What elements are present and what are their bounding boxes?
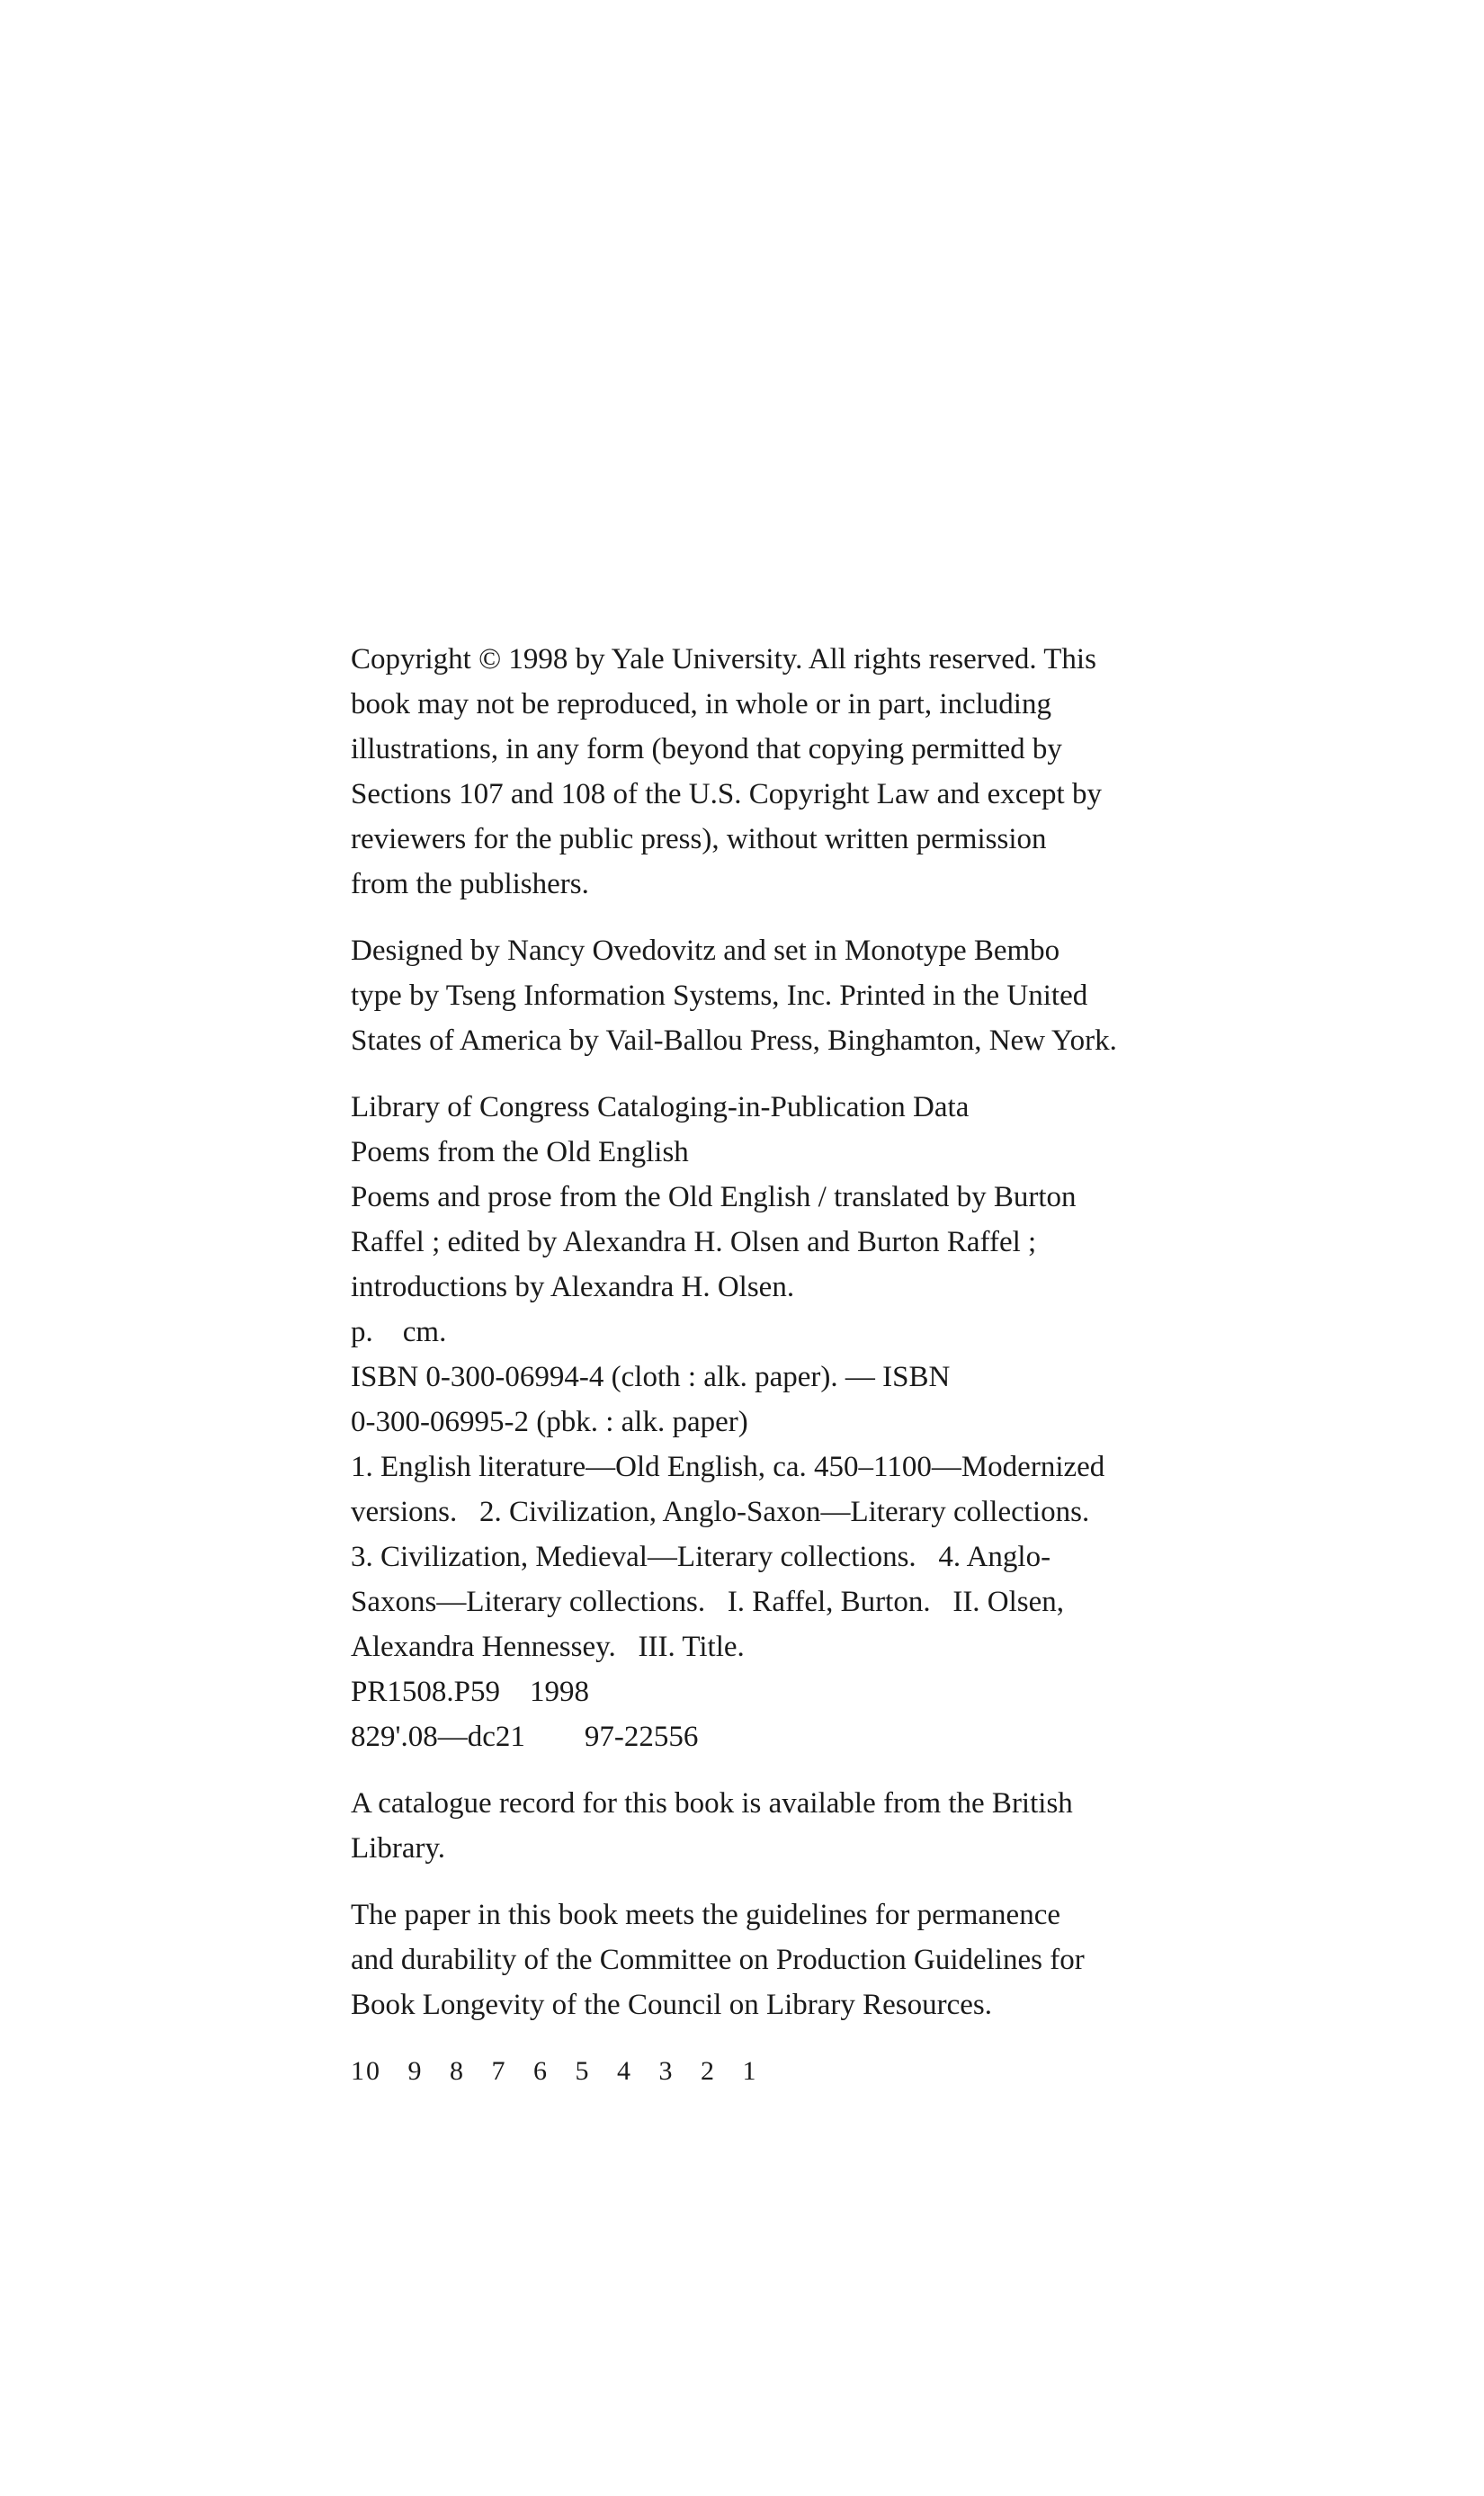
cip-lc-class: PR1508.P59 1998	[351, 1676, 589, 1708]
cip-subject-line: 3. Civilization, Medieval—Literary collections. 4. Anglo-	[351, 1541, 1051, 1573]
text-line: type by Tseng Information Systems, Inc. Printed in the United	[351, 980, 1088, 1012]
cip-subject-line: Saxons—Literary collections. I. Raffel, Burton. II. Olsen,	[351, 1586, 1065, 1618]
text-line: from the publishers.	[351, 868, 589, 900]
text-line: Library.	[351, 1832, 446, 1865]
cip-title-line: Raffel ; edited by Alexandra H. Olsen and Burton Raffel ;	[351, 1226, 1037, 1258]
printing-line: 10 9 8 7 6 5 4 3 2 1	[351, 2056, 758, 2086]
cip-data	[351, 1085, 1205, 1759]
text-line: illustrations, in any form (beyond that copying permitted by	[351, 733, 1062, 765]
design-credits	[351, 928, 1205, 1063]
cip-physical: p. cm.	[351, 1316, 447, 1348]
text-line: Copyright © 1998 by Yale University. All rights reserved. This	[351, 643, 1096, 675]
text-line: Sections 107 and 108 of the U.S. Copyright Law and except by	[351, 778, 1102, 810]
text-line: book may not be reproduced, in whole or in part, including	[351, 688, 1051, 720]
copyright-notice	[351, 637, 1205, 907]
cip-isbn-line: ISBN 0-300-06994-4 (cloth : alk. paper). — ISBN	[351, 1361, 951, 1393]
paper-permanence-note	[351, 1892, 1205, 2027]
cip-title-line: introductions by Alexandra H. Olsen.	[351, 1271, 795, 1303]
text-line: The paper in this book meets the guidelines for permanence	[351, 1899, 1060, 1931]
cip-dewey: 829'.08—dc21 97-22556	[351, 1721, 699, 1753]
cip-title-line: Poems and prose from the Old English / translated by Burton	[351, 1181, 1077, 1213]
cip-subject-line: versions. 2. Civilization, Anglo-Saxon—Literary collections.	[351, 1496, 1090, 1528]
text-line: reviewers for the public press), without written permission	[351, 823, 1047, 855]
cip-subject-line: Alexandra Hennessey. III. Title.	[351, 1631, 745, 1663]
text-line: and durability of the Committee on Production Guidelines for	[351, 1944, 1085, 1976]
text-line: A catalogue record for this book is available from the British	[351, 1787, 1073, 1820]
cip-uniform-title: Poems from the Old English	[351, 1136, 689, 1168]
cip-heading: Library of Congress Cataloging-in-Publication Data	[351, 1091, 970, 1123]
cip-subject-line: 1. English literature—Old English, ca. 450–1100—Modernized	[351, 1451, 1105, 1483]
copyright-text-block	[351, 637, 1205, 2094]
british-library-note	[351, 1781, 1205, 1871]
text-line: Designed by Nancy Ovedovitz and set in Monotype Bembo	[351, 935, 1060, 967]
text-line: States of America by Vail-Ballou Press, Binghamton, New York.	[351, 1024, 1117, 1057]
cip-isbn-line: 0-300-06995-2 (pbk. : alk. paper)	[351, 1406, 748, 1438]
text-line: Book Longevity of the Council on Library Resources.	[351, 1989, 993, 2021]
